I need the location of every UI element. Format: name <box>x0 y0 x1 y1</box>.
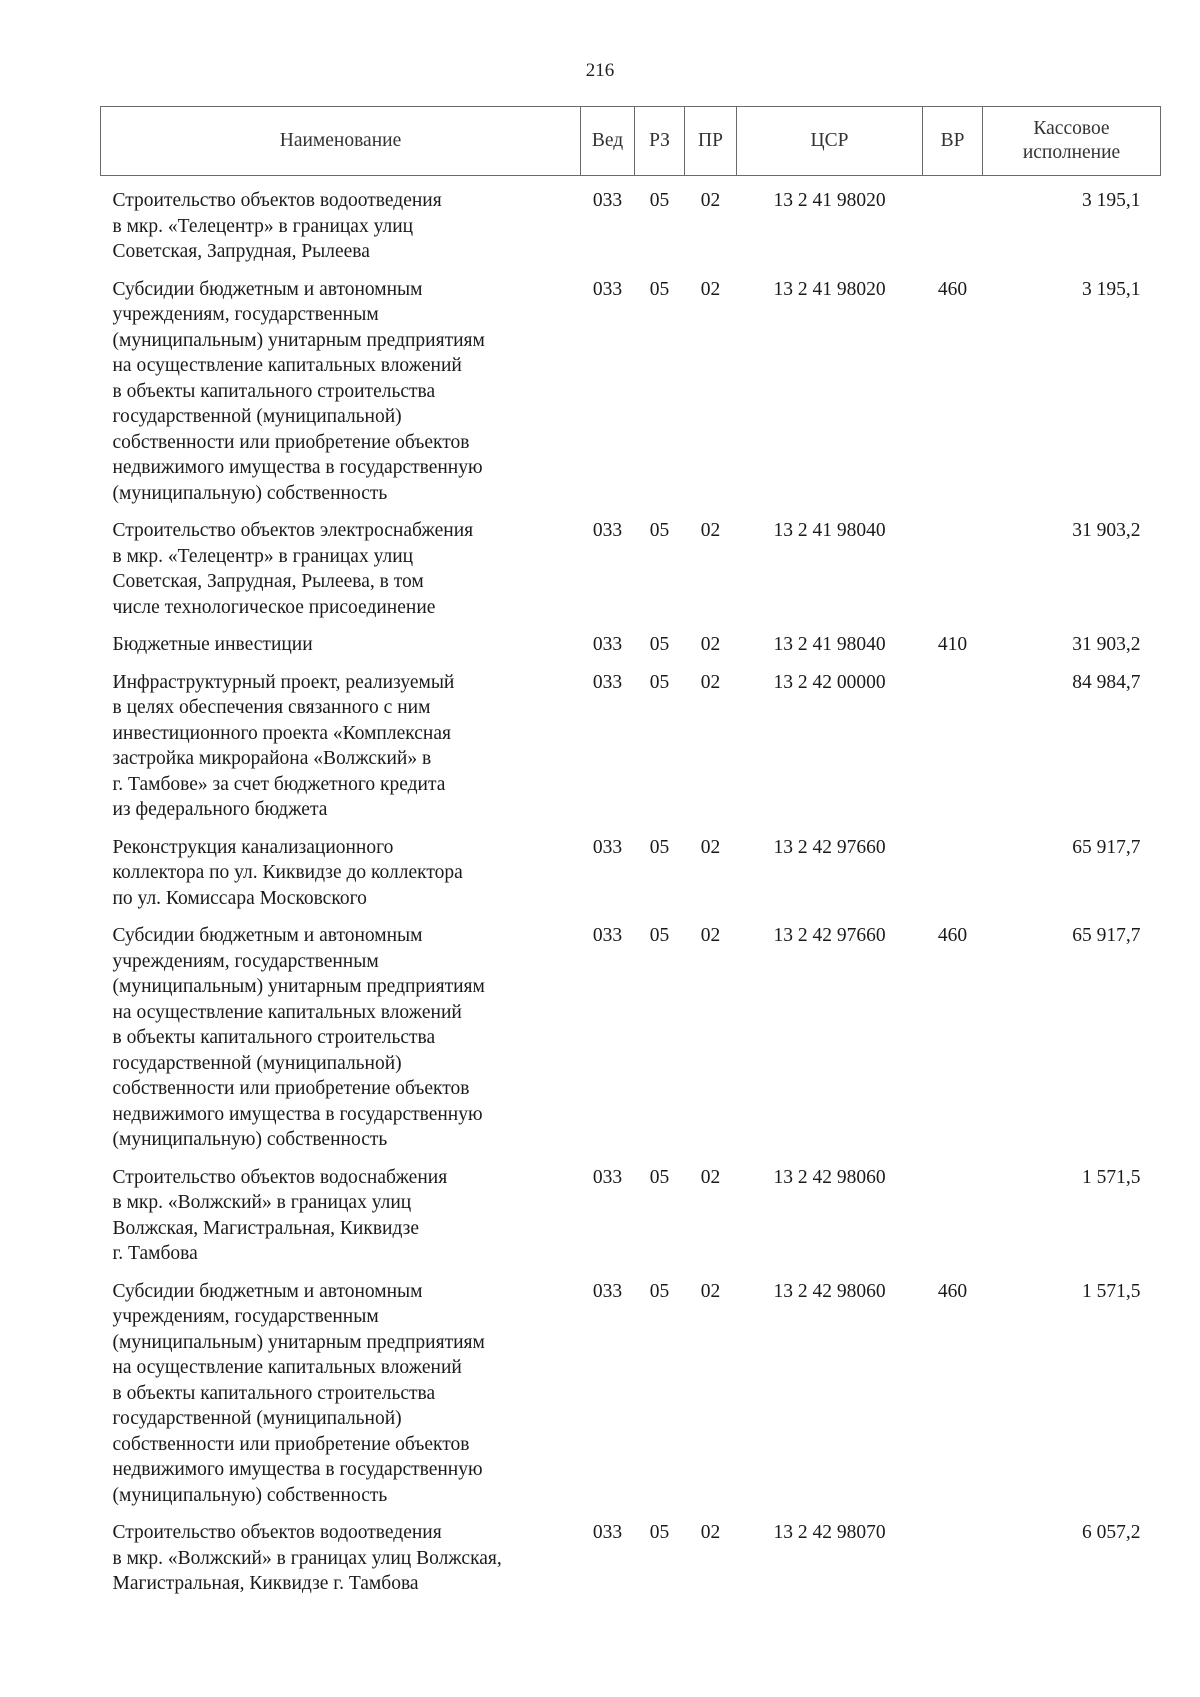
cell-rz: 05 <box>649 634 670 655</box>
name-line: Субсидии бюджетным и автономным <box>112 925 423 946</box>
name-line: собственности или приобретение объектов <box>112 1078 470 1099</box>
header-csr: ЦСР <box>737 107 923 176</box>
header-rz: РЗ <box>635 107 685 176</box>
cell-name <box>101 625 581 663</box>
cell-pr: 02 <box>700 190 721 211</box>
cell-pr: 02 <box>700 634 721 655</box>
name-line: Советская, Запрудная, Рылеева <box>112 241 370 262</box>
cell-name <box>101 1158 581 1272</box>
cell-rz: 05 <box>649 1522 670 1543</box>
cell-rz: 05 <box>649 1280 670 1302</box>
name-line: Строительство объектов водоотведения <box>112 190 442 211</box>
name-line: (муниципальным) унитарным предприятиям <box>112 976 485 997</box>
name-line: г. Тамбове» за счет бюджетного кредита <box>112 773 446 795</box>
cell-rz: 05 <box>649 520 670 541</box>
name-line: учреждениям, государственным <box>112 1306 379 1327</box>
cell-csr: 13 2 42 00000 <box>773 671 886 693</box>
name-line: учреждениям, государственным <box>112 950 379 972</box>
cell-name <box>101 1272 581 1514</box>
cell-name <box>101 828 581 917</box>
cell-vr: 460 <box>937 1280 968 1302</box>
name-line: недвижимого имущества в государственную <box>112 1103 483 1125</box>
table-row <box>101 916 1161 1158</box>
cell-vr: 410 <box>937 634 968 655</box>
cell-ved: 033 <box>592 520 623 541</box>
table-row <box>101 511 1161 625</box>
name-line: в целях обеспечения связанного с ним <box>112 697 431 718</box>
header-pr: ПР <box>685 107 737 176</box>
table-row <box>101 176 1161 270</box>
cell-vr: 460 <box>937 278 968 300</box>
cell-name <box>101 270 581 512</box>
cell-name <box>101 663 581 828</box>
name-line: в объекты капитального строительства <box>112 1027 436 1048</box>
cell-name <box>101 511 581 625</box>
name-line: недвижимого имущества в государственную <box>112 1459 483 1480</box>
cell-sum: 31 903,2 <box>1072 634 1141 655</box>
name-line: Бюджетные инвестиции <box>112 634 313 655</box>
cell-csr: 13 2 42 97660 <box>773 836 886 858</box>
cell-sum: 1 571,5 <box>1082 1280 1141 1302</box>
cell-name <box>101 916 581 1158</box>
cell-pr: 02 <box>700 1166 721 1188</box>
cell-sum: 1 571,5 <box>1082 1166 1141 1188</box>
table-row <box>101 270 1161 512</box>
name-line: недвижимого имущества в государственную <box>112 457 483 478</box>
cell-ved: 033 <box>592 836 623 858</box>
name-line: Строительство объектов электроснабжения <box>112 520 474 541</box>
table-header <box>101 107 1161 176</box>
cell-rz: 05 <box>649 671 670 693</box>
name-line: в объекты капитального строительства <box>112 1382 436 1404</box>
name-line: государственной (муниципальной) <box>112 1408 402 1429</box>
cell-pr: 02 <box>700 278 721 300</box>
name-line: на осуществление капитальных вложений <box>112 1357 462 1378</box>
cell-sum: 65 917,7 <box>1072 836 1141 858</box>
cell-sum: 31 903,2 <box>1072 520 1141 541</box>
cell-csr: 13 2 41 98040 <box>773 520 886 541</box>
table-body <box>101 176 1161 1602</box>
name-line: коллектора по ул. Киквидзе до коллектора <box>112 862 463 883</box>
table-row <box>101 1158 1161 1272</box>
cell-ved: 033 <box>592 190 623 211</box>
name-line: Советская, Запрудная, Рылеева, в том <box>112 571 424 592</box>
name-line: (муниципальную) собственность <box>112 1129 388 1150</box>
cell-csr: 13 2 41 98020 <box>773 278 886 300</box>
name-line: в мкр. «Волжский» в границах улиц <box>112 1192 412 1213</box>
cell-rz: 05 <box>649 925 670 946</box>
cell-rz: 05 <box>649 278 670 300</box>
name-line: числе технологическое присоединение <box>112 596 436 618</box>
name-line: Субсидии бюджетным и автономным <box>112 1280 423 1302</box>
table-row <box>101 828 1161 917</box>
name-line: Субсидии бюджетным и автономным <box>112 278 423 300</box>
name-line: из федерального бюджета <box>112 799 328 820</box>
cell-csr: 13 2 42 98060 <box>773 1166 886 1188</box>
name-line: в объекты капитального строительства <box>112 380 436 402</box>
name-line: собственности или приобретение объектов <box>112 431 470 453</box>
cell-pr: 02 <box>700 1280 721 1302</box>
cell-ved: 033 <box>592 925 623 946</box>
name-line: на осуществление капитальных вложений <box>112 1001 462 1023</box>
cell-ved: 033 <box>592 1522 623 1543</box>
header-name: Наименование <box>101 107 581 176</box>
cell-vr <box>923 663 983 828</box>
name-line: учреждениям, государственным <box>112 304 379 325</box>
name-line: г. Тамбова <box>112 1243 198 1264</box>
cell-vr <box>923 1158 983 1272</box>
cell-csr: 13 2 41 98040 <box>773 634 886 655</box>
name-line: (муниципальную) собственность <box>112 1484 388 1506</box>
cell-ved: 033 <box>592 634 623 655</box>
cell-rz: 05 <box>649 1166 670 1188</box>
name-line: в мкр. «Волжский» в границах улиц Волжская, <box>112 1547 502 1569</box>
header-sum: Кассовое исполнение <box>983 107 1161 176</box>
name-line: Волжская, Магистральная, Киквидзе <box>112 1217 419 1239</box>
cell-vr <box>923 176 983 270</box>
cell-pr: 02 <box>700 836 721 858</box>
cell-sum: 65 917,7 <box>1072 925 1141 946</box>
cell-pr: 02 <box>700 520 721 541</box>
name-line: (муниципальным) унитарным предприятиям <box>112 329 485 351</box>
name-line: государственной (муниципальной) <box>112 1052 402 1074</box>
name-line: Строительство объектов водоснабжения <box>112 1166 448 1188</box>
name-line: государственной (муниципальной) <box>112 406 402 427</box>
cell-ved: 033 <box>592 278 623 300</box>
table-row <box>101 1272 1161 1514</box>
cell-rz: 05 <box>649 836 670 858</box>
cell-name <box>101 1513 581 1602</box>
name-line: в мкр. «Телецентр» в границах улиц <box>112 215 414 237</box>
cell-vr: 460 <box>937 925 968 946</box>
cell-csr: 13 2 42 98060 <box>773 1280 886 1302</box>
name-line: застройка микрорайона «Волжский» в <box>112 748 432 769</box>
cell-csr: 13 2 42 97660 <box>773 925 886 946</box>
cell-ved: 033 <box>592 671 623 693</box>
name-line: (муниципальным) унитарным предприятиям <box>112 1331 485 1353</box>
name-line: (муниципальную) собственность <box>112 482 388 504</box>
header-ved: Вед <box>581 107 635 176</box>
cell-csr: 13 2 42 98070 <box>773 1522 886 1543</box>
cell-ved: 033 <box>592 1166 623 1188</box>
name-line: инвестиционного проекта «Комплексная <box>112 722 451 744</box>
name-line: Магистральная, Киквидзе г. Тамбова <box>112 1573 419 1594</box>
cell-sum: 3 195,1 <box>1082 190 1141 211</box>
cell-csr: 13 2 41 98020 <box>773 190 886 211</box>
name-line: собственности или приобретение объектов <box>112 1433 470 1455</box>
name-line: по ул. Комиссара Московского <box>112 887 367 909</box>
cell-pr: 02 <box>700 671 721 693</box>
cell-rz: 05 <box>649 190 670 211</box>
cell-vr <box>923 1513 983 1602</box>
cell-name <box>101 176 581 270</box>
cell-sum: 84 984,7 <box>1072 671 1141 693</box>
page-number: 216 <box>585 60 615 81</box>
cell-pr: 02 <box>700 1522 721 1543</box>
budget-execution-table <box>100 106 1161 1602</box>
header-row <box>101 107 1161 176</box>
name-line: Реконструкция канализационного <box>112 836 394 858</box>
name-line: в мкр. «Телецентр» в границах улиц <box>112 545 414 567</box>
cell-sum: 6 057,2 <box>1082 1522 1141 1543</box>
cell-ved: 033 <box>592 1280 623 1302</box>
header-vr: ВР <box>923 107 983 176</box>
name-line: Инфраструктурный проект, реализуемый <box>112 671 455 693</box>
name-line: Строительство объектов водоотведения <box>112 1522 442 1543</box>
table-row <box>101 625 1161 663</box>
table-row <box>101 663 1161 828</box>
name-line: на осуществление капитальных вложений <box>112 355 462 376</box>
cell-vr <box>923 511 983 625</box>
table-row <box>101 1513 1161 1602</box>
cell-sum: 3 195,1 <box>1082 278 1141 300</box>
cell-pr: 02 <box>700 925 721 946</box>
cell-vr <box>923 828 983 917</box>
